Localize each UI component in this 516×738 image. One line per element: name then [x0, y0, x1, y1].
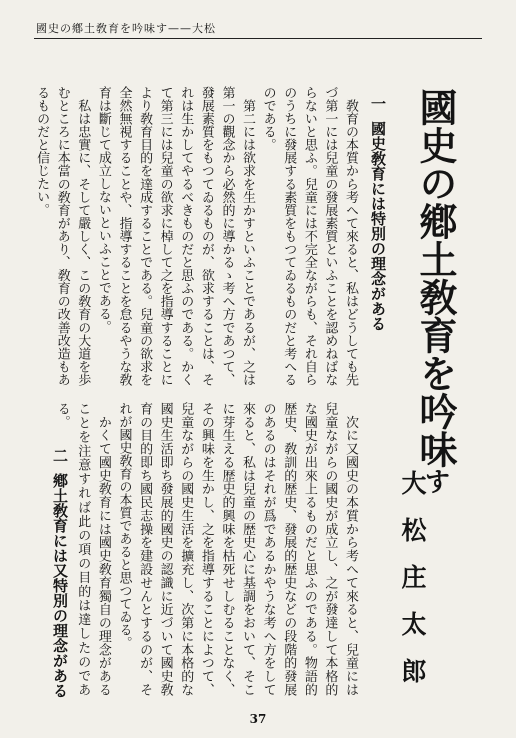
- article-title-tail: す: [420, 468, 450, 494]
- paragraph: 敎育の本質から考へて來ると、私はどうしても先づ第一には兒童の發展素質といふことを認めねばならないと思ふ。兒童には不完全ながらも、それ自らのうちに發展する素質をもつてゐるものだと考へるのである。: [260, 86, 358, 386]
- section-heading-2: [52, 448, 67, 698]
- article-title-main: 國史の鄕土敎育を吟味: [413, 88, 458, 468]
- paragraph: 次に又國史の本質から考へて來ると、兒童には兒童ながらの國史が成立し、之が發達して本格的な國史が出來上るものだと思ふのである。物語的歴史、敎訓的歴史、發展的歴史などの段階的發展のあるのはそれが爲であるかやうな考へ方をして來ると、私は兒童の歴史心に基調をおいて、そこに芽生える歴史的興味を枯死せしむることなく、その興味を生かし、之を指導することによつて、兒童ながらの國史生活を擴充し、次第に本格的な國史生活即ち發展的國史の認識に近づいて國史敎育の目的即ち國民志操を建設せんとするのが、それが國史敎育の本質であると思つてゐる。: [116, 402, 358, 696]
- paragraph: 私は忠實に、そして嚴しく、この敎育の大道を歩むところに本當の敎育があり、敎育の改善改造もあるものだと信じたい。: [34, 86, 91, 386]
- section-heading-1: [370, 96, 385, 331]
- page-number: 37: [249, 712, 267, 726]
- section-heading-2-text: 鄕土敎育には又特別の理念がある: [51, 473, 69, 698]
- paragraph: 第二には欲求を生かすといふことであるが、之は第一の觀念から必然的に導かるゝ考へ方であつて、發展素質をもつてゐるものが、欲求することは、それは生かしてやるべきものだと思ふのである。かくて第三には兒童の欲求に棹して之を指導することにより敎育目的を達成することである。兒童の欲求を全然無視することや、指導することを怠るやうな敎育は斷じて成立しないといふことである。: [95, 86, 256, 386]
- author-name: 大松庄太郎: [398, 470, 427, 705]
- article-title: [413, 88, 458, 494]
- section-number-1: 一: [369, 96, 387, 111]
- paragraph: かくて國史敎育には國史敎育獨自の理念があることを注意すれば此の項の目的は達したのである。: [54, 402, 111, 696]
- running-head: 國史の鄕土敎育を吟味す——大松: [36, 22, 216, 35]
- section-number-2: 二: [51, 448, 69, 463]
- header-rule: [34, 38, 482, 39]
- section-heading-1-text: 國史敎育には特別の理念がある: [369, 121, 387, 331]
- body-column-upper: [34, 86, 360, 386]
